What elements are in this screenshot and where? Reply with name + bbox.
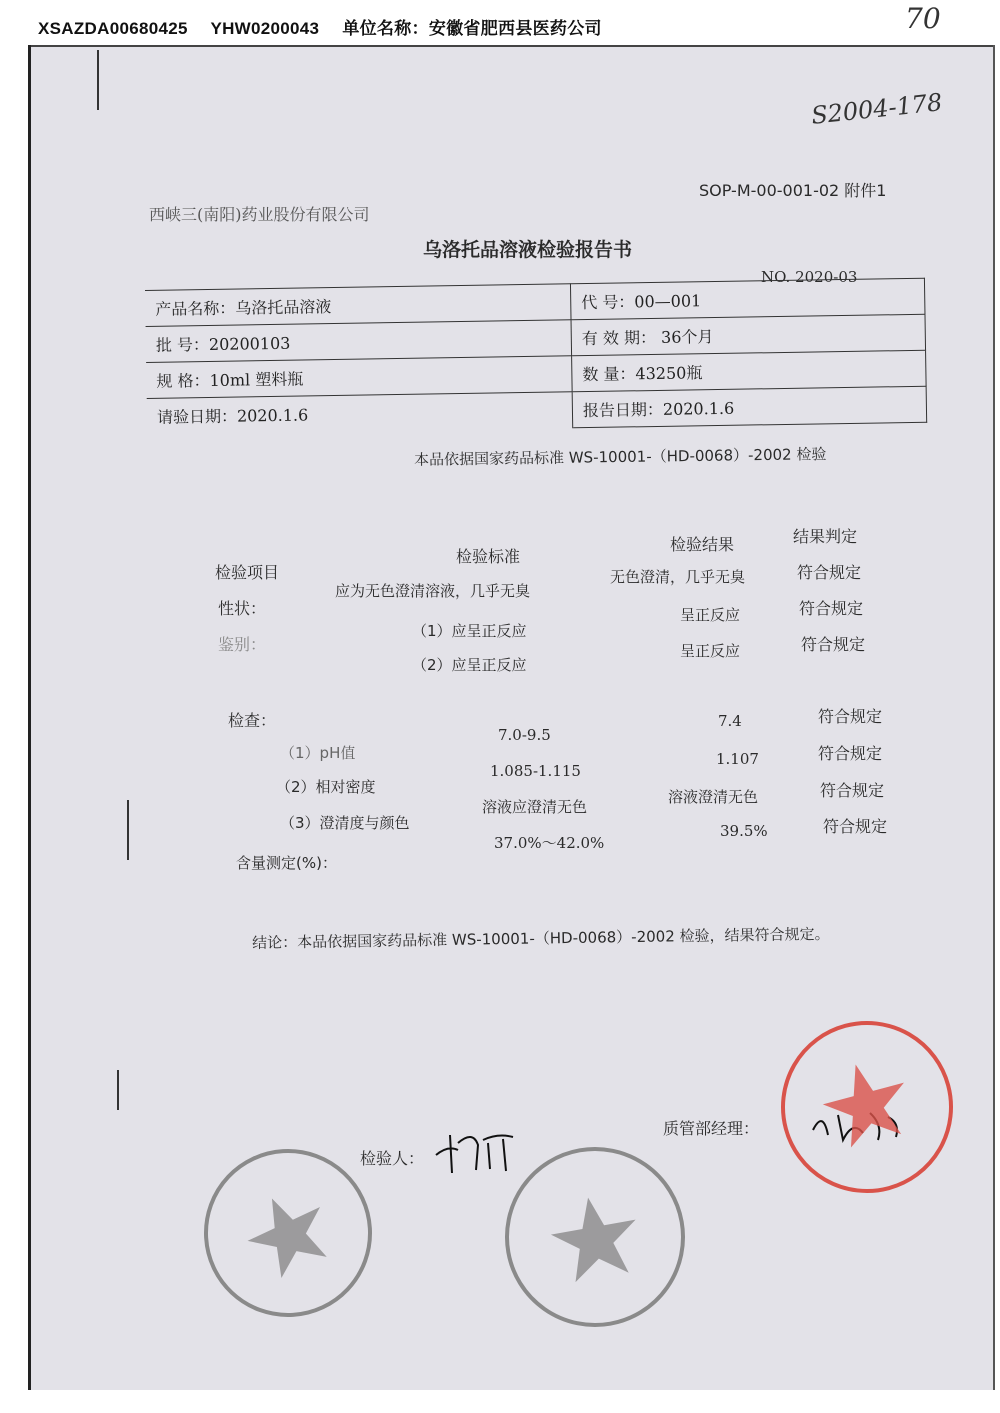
product-name: 产品名称：乌洛托品溶液 [145, 284, 571, 327]
specification: 规 格：10ml 塑料瓶 [146, 356, 572, 399]
result-standard: 溶液应澄清无色 [482, 798, 588, 816]
header-unit: 单位名称：安徽省肥西县医药公司 [342, 19, 602, 38]
validity: 有 效 期： 36个月 [571, 314, 926, 356]
result-standard: 37.0%～42.0% [494, 834, 605, 852]
result-item: （2）相对密度 [276, 778, 376, 796]
result-standard: 1.085-1.115 [490, 762, 581, 780]
col-header-result: 检验结果 [670, 535, 735, 554]
result-value: 呈正反应 [680, 606, 741, 624]
result-value: 1.107 [716, 750, 759, 768]
left-margin-line [97, 50, 99, 110]
header-line [38, 14, 620, 39]
report-number: NO. 2020-03 [761, 268, 858, 286]
header-code-2: YHW0200043 [210, 19, 320, 38]
result-standard: （1）应呈正反应 [412, 622, 527, 640]
result-item: 性状： [218, 599, 267, 618]
product-info-table [145, 278, 927, 435]
result-judgement: 符合规定 [801, 635, 866, 654]
result-value: 无色澄清，几乎无臭 [610, 568, 746, 586]
left-margin-mark-2 [117, 1070, 119, 1110]
col-header-item: 检验项目 [215, 563, 280, 582]
col-header-judgement: 结果判定 [793, 527, 858, 546]
sop-code: SOP-M-00-001-02 附件1 [699, 181, 887, 200]
left-margin-mark [127, 800, 129, 860]
result-value: 溶液澄清无色 [668, 788, 759, 806]
batch-number: 批 号：20200103 [146, 320, 572, 363]
result-standard: 7.0-9.5 [498, 726, 551, 744]
header-code-1: XSAZDA00680425 [38, 19, 188, 38]
result-item: （1）pH值 [280, 744, 356, 762]
result-value: 7.4 [718, 712, 742, 730]
quantity: 数 量：43250瓶 [572, 350, 927, 392]
result-standard: 应为无色澄清溶液，几乎无臭 [335, 582, 531, 600]
handwritten-page-number: 70 [905, 2, 941, 35]
company-name: 西峡三(南阳)药业股份有限公司 [149, 205, 370, 224]
result-judgement: 符合规定 [818, 744, 883, 763]
bottom-center-stamp [485, 1127, 705, 1347]
result-value: 39.5% [720, 822, 768, 840]
result-judgement: 符合规定 [820, 781, 885, 800]
report-title: 乌洛托品溶液检验报告书 [423, 239, 633, 261]
inspector-label: 检验人： [360, 1149, 425, 1168]
result-judgement: 符合规定 [818, 707, 883, 726]
result-judgement: 符合规定 [823, 817, 888, 836]
result-judgement: 符合规定 [797, 563, 862, 582]
col-header-standard: 检验标准 [456, 547, 521, 566]
sheet-top-border [31, 45, 993, 47]
inspect-date: 请验日期：2020.1.6 [147, 392, 573, 435]
result-item: 鉴别： [218, 635, 267, 654]
result-judgement: 符合规定 [799, 599, 864, 618]
result-item: 含量测定(%)： [236, 854, 337, 872]
report-date: 报告日期：2020.1.6 [572, 386, 927, 428]
result-value: 呈正反应 [680, 642, 741, 660]
qa-manager-label: 质管部经理： [663, 1119, 760, 1138]
basis-statement: 本品依据国家药品标准 WS-10001-（HD-0068）-2002 检验 [413, 445, 827, 469]
handwritten-ref: S2004-178 [809, 88, 944, 130]
conclusion: 结论：本品依据国家药品标准 WS-10001-（HD-0068）-2002 检验，结果符合规定。 [252, 924, 830, 952]
result-item: （3）澄清度与颜色 [280, 814, 410, 832]
result-item: 检查： [228, 711, 277, 730]
product-code: 代 号：00—001 [570, 278, 925, 320]
result-standard: （2）应呈正反应 [412, 656, 527, 674]
